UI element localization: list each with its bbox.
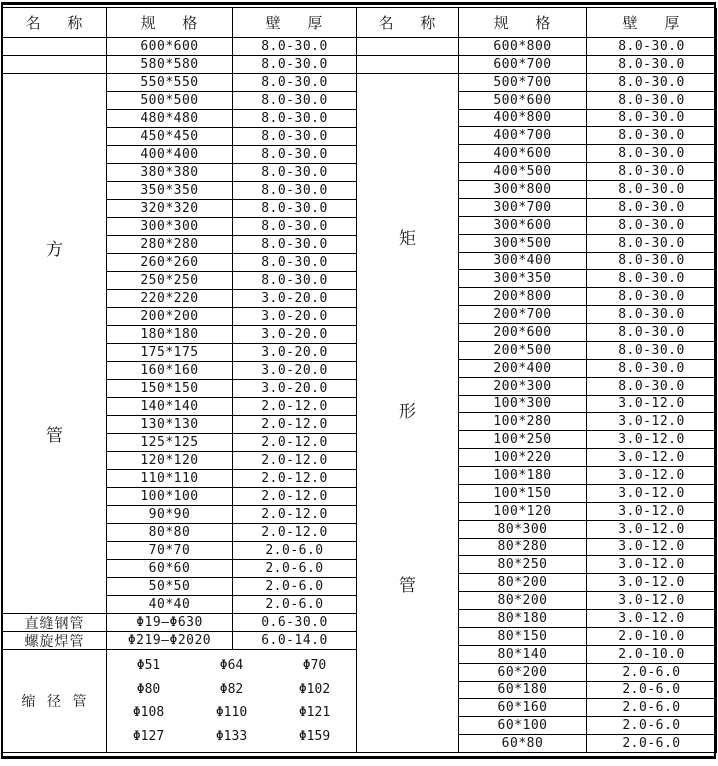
wall-cell: 0.6-30.0 bbox=[233, 614, 357, 632]
spec-cell: 80*250 bbox=[459, 556, 587, 574]
wall-cell: 2.0-12.0 bbox=[233, 506, 357, 524]
rect-tube-char: 管 bbox=[399, 576, 416, 597]
diameter-value: Φ108 bbox=[132, 705, 165, 721]
spec-cell: 80*140 bbox=[459, 646, 587, 664]
wall-cell: 8.0-30.0 bbox=[233, 110, 357, 128]
spec-cell: 400*400 bbox=[107, 146, 233, 164]
spec-cell: 200*400 bbox=[459, 360, 587, 378]
wall-cell: 2.0-12.0 bbox=[233, 434, 357, 452]
wall-cell: 2.0-12.0 bbox=[233, 470, 357, 488]
square-tube-char: 方 bbox=[46, 240, 63, 261]
spec-cell: 140*140 bbox=[107, 398, 233, 416]
wall-cell: 3.0-12.0 bbox=[587, 503, 717, 521]
diameter-value: Φ127 bbox=[132, 728, 165, 744]
wall-cell: 2.0-10.0 bbox=[587, 646, 717, 664]
wall-cell: 3.0-20.0 bbox=[233, 344, 357, 362]
wall-cell: 8.0-30.0 bbox=[233, 164, 357, 182]
spec-cell: 600*800 bbox=[459, 38, 587, 56]
wall-cell: 3.0-12.0 bbox=[587, 467, 717, 485]
wall-cell: 8.0-30.0 bbox=[587, 324, 717, 342]
spec-cell: 400*800 bbox=[459, 110, 587, 128]
wall-cell: 3.0-12.0 bbox=[587, 592, 717, 610]
wall-cell: 2.0-6.0 bbox=[587, 717, 717, 735]
left-table-grid bbox=[2, 7, 356, 753]
wall-cell: 3.0-20.0 bbox=[233, 380, 357, 398]
spiral-welded-pipe-name: 螺旋焊管 bbox=[3, 632, 107, 650]
wall-cell: 8.0-30.0 bbox=[587, 378, 717, 396]
spec-cell: 100*120 bbox=[459, 503, 587, 521]
spec-cell: 100*180 bbox=[459, 467, 587, 485]
spec-cell: 300*400 bbox=[459, 253, 587, 271]
wall-cell: 2.0-12.0 bbox=[233, 488, 357, 506]
spec-cell: 350*350 bbox=[107, 182, 233, 200]
spec-cell: 220*220 bbox=[107, 290, 233, 308]
spec-cell: 40*40 bbox=[107, 596, 233, 614]
spec-cell: 300*350 bbox=[459, 270, 587, 288]
wall-cell: 8.0-30.0 bbox=[587, 163, 717, 181]
spec-cell: 300*700 bbox=[459, 199, 587, 217]
wall-cell: 3.0-20.0 bbox=[233, 326, 357, 344]
spec-cell: 500*700 bbox=[459, 74, 587, 92]
wall-cell: 8.0-30.0 bbox=[233, 236, 357, 254]
wall-cell: 2.0-12.0 bbox=[233, 452, 357, 470]
wall-cell: 6.0-14.0 bbox=[233, 632, 357, 650]
wall-cell: 8.0-30.0 bbox=[587, 74, 717, 92]
spec-cell: 480*480 bbox=[107, 110, 233, 128]
wall-cell: 2.0-12.0 bbox=[233, 398, 357, 416]
spec-cell: 200*700 bbox=[459, 306, 587, 324]
spec-cell: 60*60 bbox=[107, 560, 233, 578]
left-empty-name-cell bbox=[3, 56, 107, 74]
wall-cell: 8.0-30.0 bbox=[233, 146, 357, 164]
wall-cell: 8.0-30.0 bbox=[587, 288, 717, 306]
wall-cell: 2.0-6.0 bbox=[233, 578, 357, 596]
spec-cell: 50*50 bbox=[107, 578, 233, 596]
spec-cell: 500*500 bbox=[107, 92, 233, 110]
square-tube-name-cell bbox=[3, 74, 107, 614]
wall-cell: 2.0-6.0 bbox=[587, 682, 717, 700]
wall-cell: 3.0-12.0 bbox=[587, 396, 717, 414]
diameter-value: Φ64 bbox=[219, 658, 244, 674]
wall-cell: 8.0-30.0 bbox=[233, 218, 357, 236]
spec-cell: 500*600 bbox=[459, 92, 587, 110]
spec-cell: 200*800 bbox=[459, 288, 587, 306]
spec-cell: 100*300 bbox=[459, 396, 587, 414]
diameter-value: Φ80 bbox=[136, 681, 161, 697]
wall-cell: 8.0-30.0 bbox=[587, 199, 717, 217]
spec-cell: 60*180 bbox=[459, 682, 587, 700]
spec-cell: Φ19—Φ630 bbox=[107, 614, 233, 632]
wall-cell: 8.0-30.0 bbox=[587, 342, 717, 360]
wall-cell: 8.0-30.0 bbox=[587, 56, 717, 74]
spec-cell: 100*150 bbox=[459, 485, 587, 503]
right-table-grid bbox=[356, 7, 716, 753]
spec-cell: 300*300 bbox=[107, 218, 233, 236]
wall-cell: 2.0-10.0 bbox=[587, 628, 717, 646]
spec-cell: 300*600 bbox=[459, 217, 587, 235]
right-empty-name-cell bbox=[357, 38, 459, 56]
spec-cell: 400*700 bbox=[459, 127, 587, 145]
wall-cell: 2.0-12.0 bbox=[233, 524, 357, 542]
wall-cell: 8.0-30.0 bbox=[587, 360, 717, 378]
wall-cell: 3.0-12.0 bbox=[587, 539, 717, 557]
spec-cell: 125*125 bbox=[107, 434, 233, 452]
wall-cell: 8.0-30.0 bbox=[233, 200, 357, 218]
wall-cell: 2.0-6.0 bbox=[233, 560, 357, 578]
spec-cell: 175*175 bbox=[107, 344, 233, 362]
spec-cell: 250*250 bbox=[107, 272, 233, 290]
wall-cell: 8.0-30.0 bbox=[587, 145, 717, 163]
spec-cell: 130*130 bbox=[107, 416, 233, 434]
wall-cell: 8.0-30.0 bbox=[233, 92, 357, 110]
spec-cell: 260*260 bbox=[107, 254, 233, 272]
spec-cell: 80*80 bbox=[107, 524, 233, 542]
spec-cell: 160*160 bbox=[107, 362, 233, 380]
spec-cell: 60*200 bbox=[459, 664, 587, 682]
wall-cell: 3.0-20.0 bbox=[233, 308, 357, 326]
wall-cell: 8.0-30.0 bbox=[587, 235, 717, 253]
spec-cell: 80*200 bbox=[459, 574, 587, 592]
spec-cell: 80*200 bbox=[459, 592, 587, 610]
spec-cell: 100*100 bbox=[107, 488, 233, 506]
left-header-wall: 壁 厚 bbox=[233, 8, 357, 38]
spec-cell: 450*450 bbox=[107, 128, 233, 146]
spec-cell: 200*300 bbox=[459, 378, 587, 396]
wall-cell: 2.0-6.0 bbox=[233, 596, 357, 614]
left-header-name: 名 称 bbox=[3, 8, 107, 38]
spec-cell: 400*500 bbox=[459, 163, 587, 181]
wall-cell: 3.0-12.0 bbox=[587, 431, 717, 449]
wall-cell: 3.0-12.0 bbox=[587, 413, 717, 431]
spec-cell: 80*180 bbox=[459, 610, 587, 628]
spec-cell: 400*600 bbox=[459, 145, 587, 163]
wall-cell: 8.0-30.0 bbox=[587, 110, 717, 128]
wall-cell: 3.0-12.0 bbox=[587, 610, 717, 628]
straight-seam-pipe-name: 直缝钢管 bbox=[3, 614, 107, 632]
right-empty-name-cell bbox=[357, 56, 459, 74]
wall-cell: 2.0-12.0 bbox=[233, 416, 357, 434]
wall-cell: 8.0-30.0 bbox=[587, 181, 717, 199]
diameter-value: Φ102 bbox=[298, 681, 331, 697]
spec-cell: 580*580 bbox=[107, 56, 233, 74]
reduced-diameter-values-cell bbox=[107, 650, 357, 753]
wall-cell: 2.0-6.0 bbox=[587, 664, 717, 682]
wall-cell: 8.0-30.0 bbox=[587, 306, 717, 324]
wall-cell: 8.0-30.0 bbox=[587, 217, 717, 235]
diameter-value: Φ133 bbox=[215, 728, 248, 744]
spec-cell: 180*180 bbox=[107, 326, 233, 344]
spec-cell: 80*150 bbox=[459, 628, 587, 646]
spec-cell: 60*160 bbox=[459, 699, 587, 717]
spec-cell: 100*220 bbox=[459, 449, 587, 467]
wall-cell: 8.0-30.0 bbox=[587, 92, 717, 110]
wall-cell: 8.0-30.0 bbox=[233, 182, 357, 200]
wall-cell: 3.0-12.0 bbox=[587, 521, 717, 539]
spec-cell: 90*90 bbox=[107, 506, 233, 524]
wall-cell: 8.0-30.0 bbox=[233, 128, 357, 146]
spec-cell: 100*250 bbox=[459, 431, 587, 449]
wall-cell: 3.0-20.0 bbox=[233, 362, 357, 380]
spec-cell: 80*280 bbox=[459, 539, 587, 557]
spec-cell: 60*100 bbox=[459, 717, 587, 735]
spec-cell: 380*380 bbox=[107, 164, 233, 182]
spec-cell: Φ219—Φ2020 bbox=[107, 632, 233, 650]
left-empty-name-cell bbox=[3, 38, 107, 56]
wall-cell: 2.0-6.0 bbox=[233, 542, 357, 560]
spec-cell: 280*280 bbox=[107, 236, 233, 254]
wall-cell: 3.0-12.0 bbox=[587, 574, 717, 592]
right-header-wall: 壁 厚 bbox=[587, 8, 717, 38]
spec-cell: 70*70 bbox=[107, 542, 233, 560]
reduced-diameter-pipe-name: 缩 径 管 bbox=[3, 650, 107, 753]
right-header-spec: 规 格 bbox=[459, 8, 587, 38]
spec-cell: 100*280 bbox=[459, 413, 587, 431]
square-tube-char: 管 bbox=[46, 425, 63, 446]
wall-cell: 8.0-30.0 bbox=[587, 253, 717, 271]
wall-cell: 8.0-30.0 bbox=[233, 74, 357, 92]
spec-cell: 120*120 bbox=[107, 452, 233, 470]
spec-cell: 300*800 bbox=[459, 181, 587, 199]
spec-cell: 600*600 bbox=[107, 38, 233, 56]
spec-cell: 80*300 bbox=[459, 521, 587, 539]
wall-cell: 8.0-30.0 bbox=[233, 272, 357, 290]
rect-tube-char: 形 bbox=[399, 402, 416, 423]
wall-cell: 8.0-30.0 bbox=[233, 56, 357, 74]
spec-cell: 550*550 bbox=[107, 74, 233, 92]
rect-tube-name-cell bbox=[357, 74, 459, 753]
spec-cell: 600*700 bbox=[459, 56, 587, 74]
wall-cell: 2.0-6.0 bbox=[587, 699, 717, 717]
wall-cell: 8.0-30.0 bbox=[233, 38, 357, 56]
left-header-spec: 规 格 bbox=[107, 8, 233, 38]
spec-cell: 150*150 bbox=[107, 380, 233, 398]
diameter-value: Φ121 bbox=[298, 705, 331, 721]
wall-cell: 3.0-12.0 bbox=[587, 449, 717, 467]
rect-tube-char: 矩 bbox=[399, 228, 416, 249]
wall-cell: 3.0-20.0 bbox=[233, 290, 357, 308]
diameter-value: Φ70 bbox=[302, 658, 327, 674]
spec-cell: 200*200 bbox=[107, 308, 233, 326]
wall-cell: 8.0-30.0 bbox=[587, 127, 717, 145]
diameter-value: Φ110 bbox=[215, 705, 248, 721]
spec-cell: 300*500 bbox=[459, 235, 587, 253]
wall-cell: 8.0-30.0 bbox=[587, 270, 717, 288]
diameter-value: Φ82 bbox=[219, 681, 244, 697]
spec-cell: 60*80 bbox=[459, 735, 587, 753]
diameter-value: Φ51 bbox=[136, 658, 161, 674]
wall-cell: 8.0-30.0 bbox=[587, 38, 717, 56]
wall-cell: 3.0-12.0 bbox=[587, 485, 717, 503]
diameter-value: Φ159 bbox=[298, 728, 331, 744]
spec-cell: 110*110 bbox=[107, 470, 233, 488]
wall-cell: 8.0-30.0 bbox=[233, 254, 357, 272]
spec-cell: 200*600 bbox=[459, 324, 587, 342]
right-header-name: 名 称 bbox=[357, 8, 459, 38]
wall-cell: 3.0-12.0 bbox=[587, 556, 717, 574]
spec-cell: 200*500 bbox=[459, 342, 587, 360]
spec-cell: 320*320 bbox=[107, 200, 233, 218]
wall-cell: 2.0-6.0 bbox=[587, 735, 717, 753]
